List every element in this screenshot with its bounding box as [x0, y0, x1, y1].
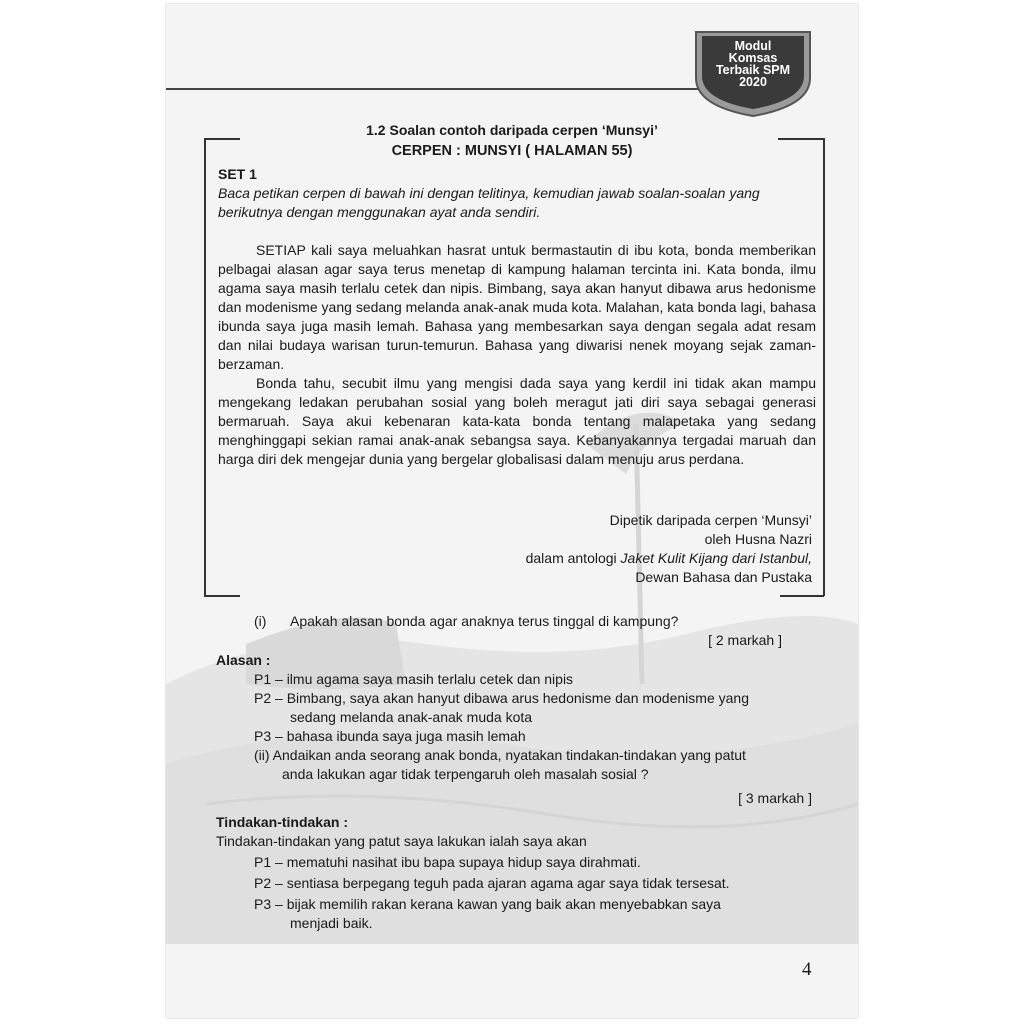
frame-line — [204, 138, 240, 140]
frame-line — [204, 595, 240, 597]
section-title: 1.2 Soalan contoh daripada cerpen ‘Munsyi’ — [366, 122, 658, 138]
question-2-marks: [ 3 markah ] — [738, 790, 812, 806]
tindakan-point-3-cont: menjadi baik. — [290, 915, 373, 931]
source-prefix: dalam antologi — [525, 550, 621, 566]
set-label: SET 1 — [218, 166, 257, 182]
source-book-title: Jaket Kulit Kijang dari Istanbul, — [620, 550, 812, 566]
page-number: 4 — [802, 959, 812, 980]
frame-line — [823, 138, 825, 596]
question-1-marks: [ 2 markah ] — [708, 632, 782, 648]
badge-line-3: Terbaik SPM — [715, 63, 791, 77]
alasan-label: Alasan : — [216, 652, 271, 668]
question-1-text: Apakah alasan bonda agar anaknya terus tinggal di kampung? — [290, 613, 679, 629]
alasan-point-3: P3 – bahasa ibunda saya juga masih lemah — [254, 728, 526, 744]
question-2-line-2: anda lakukan agar tidak terpengaruh oleh masalah sosial ? — [282, 766, 649, 782]
section-subtitle: CERPEN : MUNSYI ( HALAMAN 55) — [391, 143, 633, 159]
frame-line — [204, 138, 206, 596]
alasan-point-1: P1 – ilmu agama saya masih terlalu cetek dan nipis — [254, 671, 574, 687]
frame-line — [780, 595, 824, 597]
instruction-text: Baca petikan cerpen di bawah ini dengan telitinya, kemudian jawab soalan-soalan yang berikutnya dengan menggunakan ayat anda sendiri. — [218, 185, 760, 220]
frame-line — [778, 138, 824, 140]
alasan-point-2-cont: sedang melanda anak-anak muda kota — [290, 709, 533, 725]
tindakan-label: Tindakan-tindakan : — [216, 814, 348, 830]
source-line-1: Dipetik daripada cerpen ‘Munsyi’ — [609, 512, 812, 528]
passage-paragraph-1: SETIAP kali saya meluahkan hasrat untuk bermastautin di ibu kota, bonda memberikan pelbagai alasan agar saya terus menetap di kampung halaman tercinta ini. Kata bonda, ilmu agama saya masih terlalu cetek dan nipis. Bimbang, saya akan hanyut dibawa arus hedonisme dan modenisme yang sedang melanda anak-anak muda kota. Malahan, kata bonda lagi, bahasa ibunda saya juga masih lemah. Bahasa yang membesarkan saya dengan segala adat resam dan nilai budaya warisan turun-temurun. Bahasa yang diwarisi nenek moyang sejak zaman-berzaman. — [218, 242, 816, 372]
question-1-number: (i) — [254, 613, 267, 629]
tindakan-point-2: P2 – sentiasa berpegang teguh pada ajaran agama agar saya tidak tersesat. — [254, 875, 730, 891]
document-page — [166, 4, 858, 1018]
source-line-2: oleh Husna Nazri — [704, 531, 812, 547]
question-2-line-1: (ii) Andaikan anda seorang anak bonda, nyatakan tindakan-tindakan yang patut — [254, 747, 746, 763]
tindakan-point-1: P1 – mematuhi nasihat ibu bapa supaya hidup saya dirahmati. — [254, 854, 641, 870]
badge-line-2: Komsas — [728, 51, 778, 65]
tindakan-intro: Tindakan-tindakan yang patut saya lakukan ialah saya akan — [216, 833, 587, 849]
tindakan-point-3: P3 – bijak memilih rakan kerana kawan yang baik akan menyebabkan saya — [254, 896, 721, 912]
badge-text — [700, 40, 806, 88]
passage — [218, 241, 816, 469]
source-line-4: Dewan Bahasa dan Pustaka — [635, 569, 812, 585]
passage-paragraph-2: Bonda tahu, secubit ilmu yang mengisi dada saya yang kerdil ini tidak akan mampu mengekang ledakan perubahan sosial yang boleh meragut jati diri saya sebagai generasi bermaruah. Saya akui kebenaran kata-kata bonda tentang malapetaka yang sedang menghinggapi sekian ramai anak-anak sebangsa saya. Kebanyakannya tergadai maruah dan harga diri dek mengejar dunia yang bergelar globalisasi dalam menuju arus perdana. — [218, 375, 816, 467]
alasan-point-2: P2 – Bimbang, saya akan hanyut dibawa arus hedonisme dan modenisme yang — [254, 690, 749, 706]
source-line-3 — [526, 549, 812, 568]
badge-line-1: Modul — [734, 39, 772, 53]
badge-year: 2020 — [739, 75, 767, 89]
header-rule — [166, 88, 700, 90]
